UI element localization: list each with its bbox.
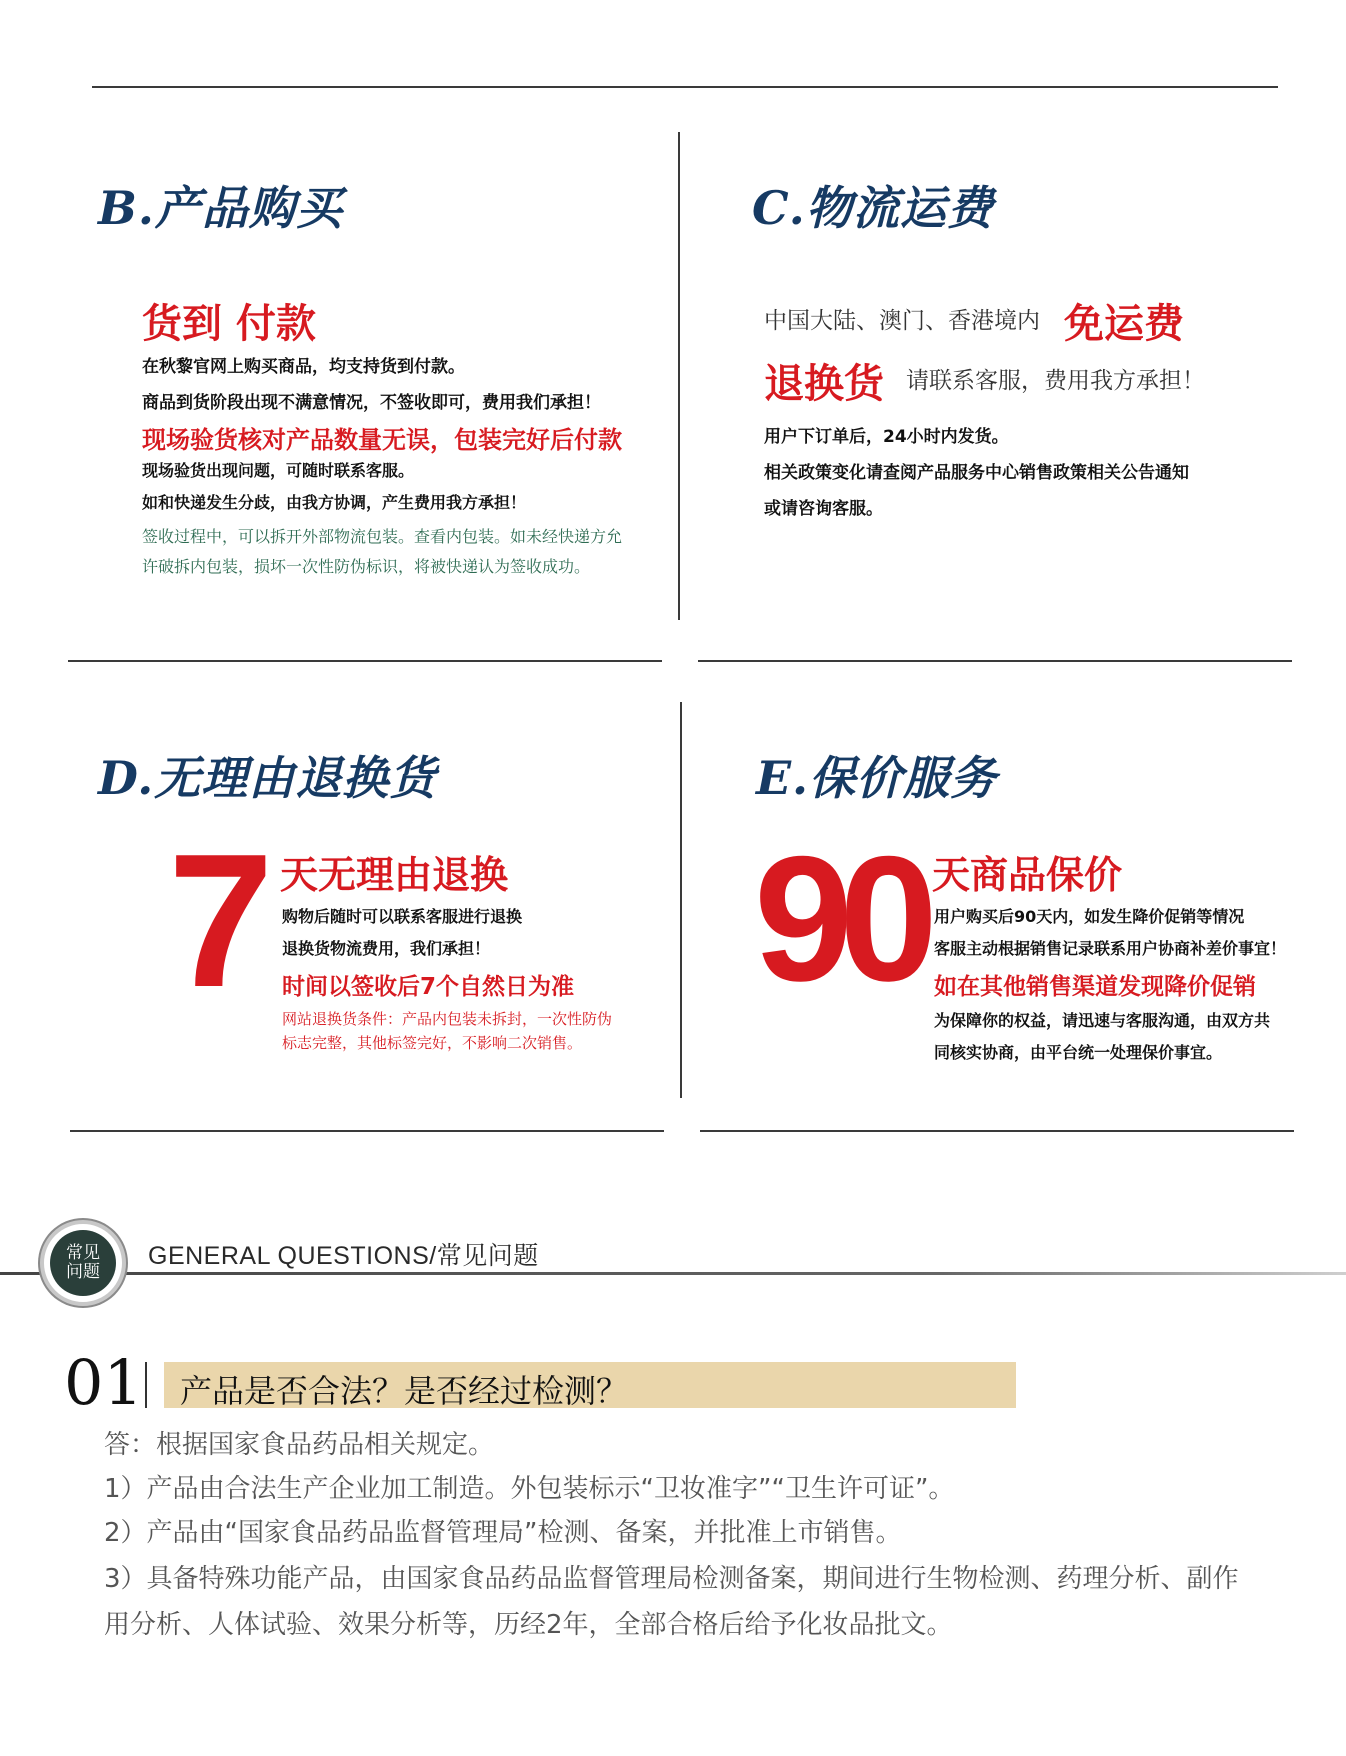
section-e-number: 90 [754,819,924,1018]
vertical-divider-top [678,132,680,620]
section-e-line4: 同核实协商，由平台统一处理保价事宜。 [934,1043,1223,1062]
faq-badge-line2: 问题 [66,1262,100,1282]
bottom-divider-left [70,1130,664,1132]
section-b-line3: 现场验货出现问题，可随时联系客服。 [142,461,415,480]
section-e-line3: 为保障你的权益，请迅速与客服沟通，由双方共 [934,1011,1271,1030]
section-e-headline: 天商品保价 [932,853,1123,897]
section-d-title: D.无理由退换货 [98,751,437,805]
section-b-title: B.产品购买 [98,181,343,235]
faq-badge-inner [50,1230,116,1296]
answer-line: 2）产品由“国家食品药品监督管理局”检测、备案，并批准上市销售。 [104,1518,902,1548]
answer-line: 3）具备特殊功能产品，由国家食品药品监督管理局检测备案，期间进行生物检测、药理分析、副作 [104,1564,1239,1594]
section-c-returns-note: 请联系客服，费用我方承担！ [906,368,1205,394]
section-d-line1: 购物后随时可以联系客服进行退换 [282,907,523,926]
section-c-line1: 用户下订单后，24小时内发货。 [764,427,1009,447]
faq-header-rule [0,1272,1346,1275]
section-e-highlight: 如在其他销售渠道发现降价促销 [934,974,1256,1000]
section-c-line3: 或请咨询客服。 [764,499,883,519]
answer-line: 用分析、人体试验、效果分析等，历经2年，全部合格后给予化妆品批文。 [104,1610,953,1640]
section-e-line2: 客服主动根据销售记录联系用户协商补差价事宜！ [934,939,1287,958]
section-c-region: 中国大陆、澳门、香港境内 [764,308,1040,334]
section-b-headline: 货到 付款 [142,301,316,347]
section-b-highlight: 现场验货核对产品数量无误，包装完好后付款 [142,426,622,454]
question-number: 01 [64,1346,143,1419]
section-d-headline: 天无理由退换 [280,853,509,897]
top-divider [92,86,1278,88]
faq-badge [40,1220,126,1306]
section-d-note2: 标志完整，其他标签完好，不影响二次销售。 [282,1034,583,1052]
section-b-note1: 签收过程中，可以拆开外部物流包装。查看内包装。如未经快递方允 [142,527,623,546]
section-d-highlight: 时间以签收后7个自然日为准 [282,974,575,1000]
middle-divider-right [698,660,1292,662]
section-c-returns: 退换货 [764,361,884,407]
section-d-number: 7 [168,815,270,1027]
bottom-divider-right [700,1130,1294,1132]
answer-line: 答：根据国家食品药品相关规定。 [104,1430,495,1460]
section-c-free-shipping: 免运费 [1064,301,1184,347]
section-b-line1: 在秋黎官网上购买商品，均支持货到付款。 [142,357,465,377]
question-separator [145,1362,147,1408]
answer-line: 1）产品由合法生产企业加工制造。外包装标示“卫妆准字”“卫生许可证”。 [104,1474,955,1504]
section-b-note2: 许破拆内包装，损坏一次性防伪标识，将被快递认为签收成功。 [142,557,591,576]
middle-divider-left [68,660,662,662]
section-d-note1: 网站退换货条件：产品内包装未拆封，一次性防伪 [282,1010,613,1028]
question-text: 产品是否合法？是否经过检测？ [180,1372,629,1410]
section-b-line4: 如和快递发生分歧，由我方协调，产生费用我方承担！ [142,493,527,512]
faq-heading: GENERAL QUESTIONS/常见问题 [148,1242,539,1270]
section-b-line2: 商品到货阶段出现不满意情况，不签收即可，费用我们承担！ [142,393,601,413]
faq-badge-line1: 常见 [66,1243,100,1263]
section-c-line2: 相关政策变化请查阅产品服务中心销售政策相关公告通知 [764,463,1189,483]
section-e-title: E.保价服务 [756,751,998,805]
vertical-divider-bottom [680,702,682,1098]
section-d-line2: 退换货物流费用，我们承担！ [282,939,491,958]
section-e-line1: 用户购买后90天内，如发生降价促销等情况 [934,907,1245,926]
section-c-title: C.物流运费 [752,181,994,235]
